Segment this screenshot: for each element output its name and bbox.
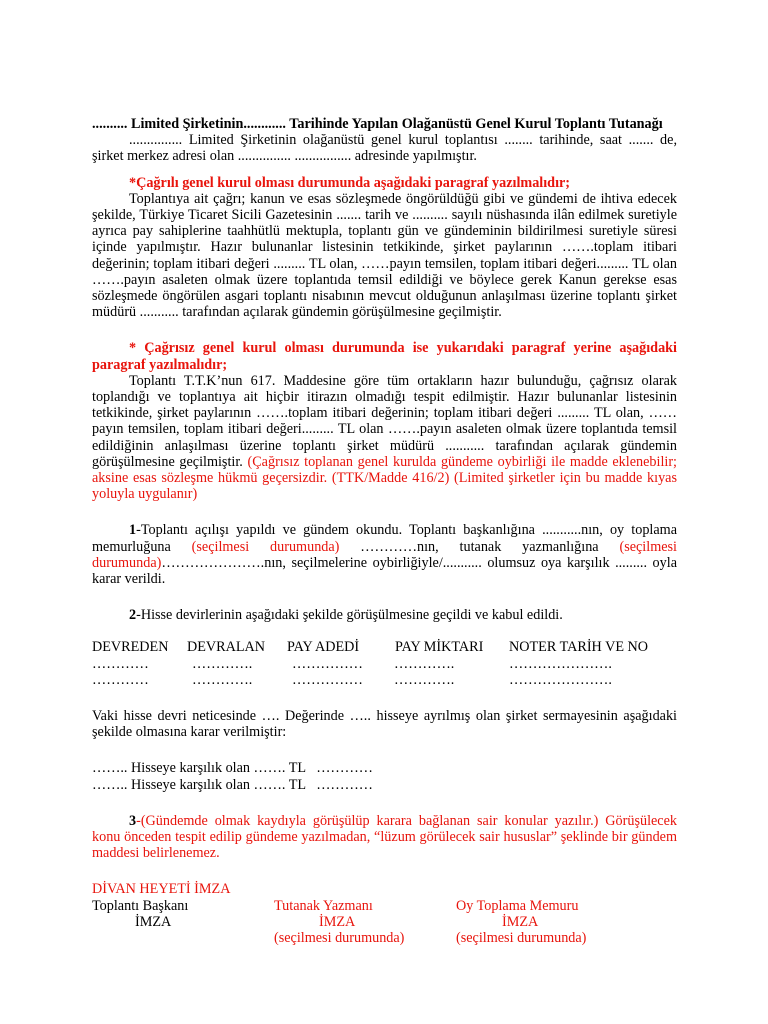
called-meeting-heading: *Çağrılı genel kurul olması durumunda aşağıdaki paragraf yazılmalıdır; — [129, 174, 571, 191]
chair-label: Toplantı Başkanı — [92, 897, 189, 914]
table-cell: …………… — [292, 655, 363, 672]
table-cell: ………… — [92, 671, 149, 688]
table-cell: …………. — [394, 671, 455, 688]
header-noter-tarih: NOTER TARİH VE NO — [509, 639, 649, 656]
uncalled-meeting-body: Toplantı T.T.K’nun 617. Maddesine göre tüm ortakların hazır bulunduğu, çağrısız olarak toplandığı ve toplantıya ait hiçbir itirazın olmadığı tespit edilmiştir. Hazır bulunanlar listesinin tetkikinde, şirket paylarının …….toplam itibari değerinin; toplam itibari değeri ......... TL olan, ……payın temsilen, toplam itibari değeri......... TL olan …….payın asaleten olmak üzere toplantıda temsil edildiğinin anlaşılması üzerine toplantı şirket müdürü ........... tarafından açılarak gündemin görüşülmesine geçilmiştir. — [92, 372, 677, 470]
signature-sign-row — [92, 914, 677, 930]
table-cell: ………… — [92, 655, 149, 672]
called-meeting-paragraph: Toplantıya ait çağrı; kanun ve esas sözleşmede öngörüldüğü gibi ve gündemi de ihtiva edecek şekilde, Türkiye Ticaret Sicili Gazetesinin ....... tarih ve .......... sayılı nüshasında ilân edilmek suretiyle ayrıca pay sahiplerine taahhütlü mektupla, toplantı gün ve gündeminin bildirilmesi suretiyle süresi içinde yapılmıştır. Hazır bulunanlar listesinin tetkikinde, şirket paylarının …….toplam itibari değerinin; toplam itibari değeri ......... TL olan, ……payın temsilen, toplam itibari değeri......... TL olan …….payın asaleten olmak üzere toplantıda temsil edildiği ve böylece gerek Kanun gerekse esas sözleşmede öngörülen asgari toplantı nisabının mevcut olduğunun anlaşılması üzerine toplantı şirket müdürü ........... tarafından açılarak gündemin görüşülmesine geçilmiştir. — [92, 190, 677, 321]
signature-label-row — [92, 898, 677, 914]
table-cell: …………………. — [509, 671, 612, 688]
teller-signature: İMZA — [502, 913, 539, 930]
secretary-note: (seçilmesi durumunda) — [274, 930, 405, 947]
agenda-item-3-number: 3 — [129, 812, 137, 829]
table-row — [92, 672, 677, 688]
table-cell: …………………. — [509, 655, 612, 672]
agenda-item-2-text: -Hisse devirlerinin aşağıdaki şekilde görüşülmesine geçildi ve kabul edildi. — [136, 607, 563, 624]
share-capital-paragraph: Vaki hisse devri neticesinde …. Değerinde ….. hisseye ayrılmış olan şirket sermayesinin aşağıdaki şekilde olmasına karar verilmiştir: — [92, 708, 677, 741]
table-cell: …………. — [192, 655, 253, 672]
agenda-item-1-note-b: (seçilmesi durumunda) — [92, 538, 677, 571]
header-devralan: DEVRALAN — [187, 639, 266, 656]
uncalled-meeting-heading: * Çağrısız genel kurul olması durumunda ise yukarıdaki paragraf yerine aşağıdaki paragraf yazılmalıdır; — [92, 340, 677, 373]
agenda-item-1 — [92, 522, 677, 587]
header-devreden: DEVREDEN — [92, 639, 169, 656]
signature-note-row — [92, 930, 677, 946]
share-transfer-table — [92, 639, 677, 688]
uncalled-meeting-note: (Çağrısız toplanan genel kurulda gündeme oybirliği ile madde eklenebilir; aksine esas sözleşme hükmü geçersizdir. (TTK/Madde 416/2) (Limited şirketler için bu madde kıyas yoluyla uygulanır) — [92, 453, 677, 503]
agenda-item-3 — [92, 813, 677, 862]
header-pay-adedi: PAY ADEDİ — [287, 639, 360, 656]
signature-heading: DİVAN HEYETİ İMZA — [92, 881, 231, 898]
agenda-item-1-number: 1 — [129, 522, 137, 539]
secretary-signature: İMZA — [319, 913, 356, 930]
agenda-item-1-text-c: ………………….nın, seçilmelerine oybirliğiyle/........... olumsuz oya karşılık ......... oyla karar verildi. — [92, 554, 677, 588]
table-cell: …………. — [394, 655, 455, 672]
header-pay-miktari: PAY MİKTARI — [395, 639, 484, 656]
table-cell: …………… — [292, 671, 363, 688]
agenda-item-2 — [92, 607, 677, 623]
table-header-row — [92, 639, 677, 655]
secretary-label: Tutanak Yazmanı — [274, 897, 373, 914]
agenda-item-2-number: 2 — [129, 607, 137, 624]
intro-paragraph: ............... Limited Şirketinin olağanüstü genel kurul toplantısı ........ tarihinde, saat ....... de, şirket merkez adresi olan ............... ................ adresinde yapılmıştır. — [92, 132, 677, 165]
agenda-item-3-text: -(Gündemde olmak kaydıyla görüşülüp karara bağlanan sair konular yazılır.) Görüşülecek konu önceden tespit edilip gündeme yazılmadan, “lüzum görülecek sair hususlar” şeklinde bir gündem maddesi belirlenemez. — [92, 812, 677, 862]
table-row — [92, 656, 677, 672]
chair-signature: İMZA — [135, 913, 172, 930]
table-cell: …………. — [192, 671, 253, 688]
agenda-item-1-note-a: (seçilmesi durumunda) — [191, 538, 340, 555]
share-line: …….. Hisseye karşılık olan ……. TL ………… — [92, 760, 373, 777]
uncalled-meeting-paragraph — [92, 373, 677, 503]
teller-label: Oy Toplama Memuru — [456, 897, 579, 914]
document-title: .......... Limited Şirketinin............ Tarihinde Yapılan Olağanüstü Genel Kurul Toplantı Tutanağı — [92, 116, 663, 132]
teller-note: (seçilmesi durumunda) — [456, 930, 587, 947]
agenda-item-1-text-b: …………nın, tutanak yazmanlığına — [339, 538, 620, 555]
agenda-item-1-text-a: -Toplantı açılışı yapıldı ve gündem okundu. Toplantı başkanlığına ...........nın, oy toplama memurluğuna — [92, 522, 677, 555]
share-line: …….. Hisseye karşılık olan ……. TL ………… — [92, 776, 373, 793]
document-page — [92, 116, 677, 946]
